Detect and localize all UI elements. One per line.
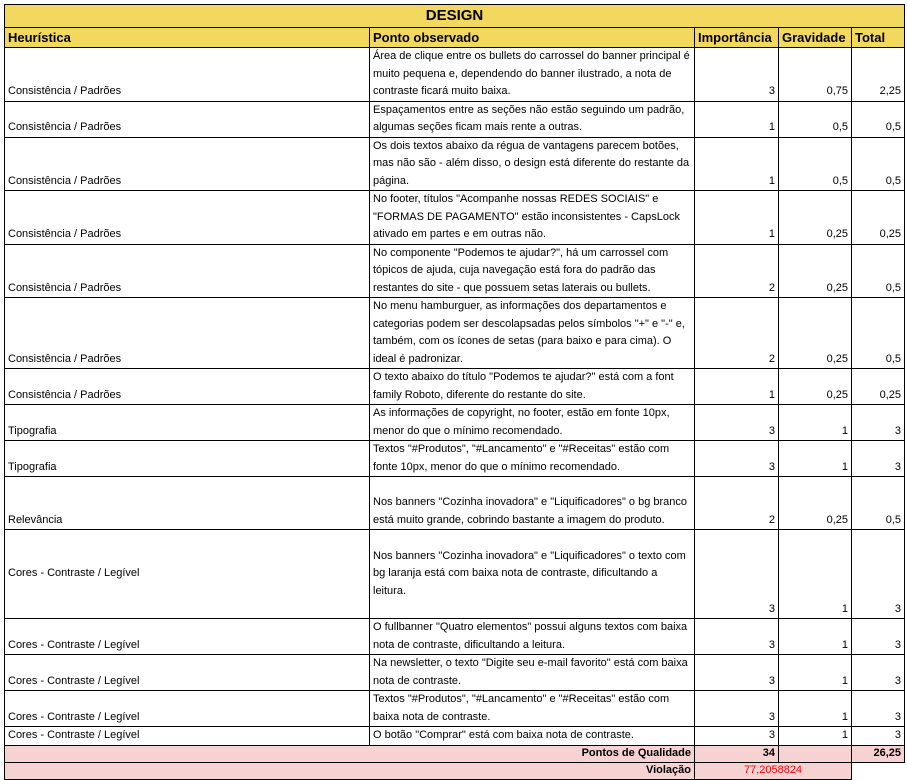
cell-gravidade[interactable]: 0,75 (779, 48, 852, 102)
header-total[interactable]: Total (852, 28, 905, 48)
title-row (5, 5, 905, 28)
cell-gravidade[interactable]: 0,25 (779, 369, 852, 405)
cell-total[interactable]: 3 (852, 530, 905, 619)
cell-total[interactable]: 3 (852, 691, 905, 727)
cell-total[interactable]: 0,25 (852, 369, 905, 405)
cell-gravidade[interactable]: 1 (779, 727, 852, 746)
cell-heuristica[interactable]: Cores - Contraste / Legível (5, 655, 370, 691)
cell-heuristica[interactable]: Cores - Contraste / Legível (5, 691, 370, 727)
cell-heuristica[interactable]: Tipografia (5, 441, 370, 477)
cell-total[interactable]: 3 (852, 441, 905, 477)
cell-ponto[interactable]: No menu hamburguer, as informações dos departamentos e categorias podem ser descolapsadas pelos símbolos "+" e "-" e, também, com os ícones de setas (para baixo e para cima). O ideal é padronizar. (370, 298, 695, 369)
cell-total[interactable]: 0,5 (852, 101, 905, 137)
header-importancia[interactable]: Importância (695, 28, 779, 48)
design-table (4, 4, 905, 780)
cell-importancia[interactable]: 1 (695, 191, 779, 245)
cell-heuristica[interactable]: Cores - Contraste / Legível (5, 727, 370, 746)
cell-heuristica[interactable]: Consistência / Padrões (5, 191, 370, 245)
header-row (5, 28, 905, 48)
header-ponto[interactable]: Ponto observado (370, 28, 695, 48)
cell-importancia[interactable]: 3 (695, 441, 779, 477)
cell-heuristica[interactable]: Consistência / Padrões (5, 298, 370, 369)
cell-gravidade[interactable]: 1 (779, 405, 852, 441)
cell-importancia[interactable]: 3 (695, 727, 779, 746)
cell-total[interactable]: 3 (852, 655, 905, 691)
cell-importancia[interactable]: 3 (695, 691, 779, 727)
cell-ponto[interactable]: O texto abaixo do título "Podemos te ajudar?" está com a font family Roboto, diferente do restante do site. (370, 369, 695, 405)
violation-row (5, 762, 905, 779)
cell-gravidade[interactable]: 1 (779, 530, 852, 619)
cell-ponto[interactable]: O fullbanner "Quatro elementos" possui alguns textos com baixa nota de contraste, dificultando a leitura. (370, 619, 695, 655)
summary-label[interactable]: Pontos de Qualidade (5, 745, 695, 762)
table-row (5, 691, 905, 727)
cell-ponto[interactable]: No footer, títulos "Acompanhe nossas REDES SOCIAIS" e "FORMAS DE PAGAMENTO" estão inconsistentes - CapsLock ativado em partes e em outras não. (370, 191, 695, 245)
cell-importancia[interactable]: 3 (695, 48, 779, 102)
cell-importancia[interactable]: 2 (695, 244, 779, 298)
cell-importancia[interactable]: 3 (695, 530, 779, 619)
table-row (5, 477, 905, 530)
cell-total[interactable]: 3 (852, 405, 905, 441)
cell-total[interactable]: 0,5 (852, 244, 905, 298)
cell-heuristica[interactable]: Consistência / Padrões (5, 48, 370, 102)
violation-label[interactable]: Violação (5, 762, 695, 779)
cell-importancia[interactable]: 3 (695, 405, 779, 441)
cell-ponto[interactable]: Os dois textos abaixo da régua de vantagens parecem botões, mas não são - além disso, o design está diferente do restante da página. (370, 137, 695, 191)
cell-total[interactable]: 0,25 (852, 191, 905, 245)
cell-heuristica[interactable]: Tipografia (5, 405, 370, 441)
table-row (5, 191, 905, 245)
table-row (5, 441, 905, 477)
cell-importancia[interactable]: 1 (695, 369, 779, 405)
cell-importancia[interactable]: 2 (695, 477, 779, 530)
cell-ponto[interactable]: Espaçamentos entre as seções não estão seguindo um padrão, algumas seções ficam mais rente a outras. (370, 101, 695, 137)
table-row (5, 101, 905, 137)
table-row (5, 619, 905, 655)
cell-total[interactable]: 0,5 (852, 477, 905, 530)
cell-importancia[interactable]: 3 (695, 619, 779, 655)
header-gravidade[interactable]: Gravidade (779, 28, 852, 48)
cell-importancia[interactable]: 2 (695, 298, 779, 369)
sheet-title[interactable]: DESIGN (5, 5, 905, 28)
cell-gravidade[interactable]: 1 (779, 655, 852, 691)
table-row (5, 405, 905, 441)
summary-gravidade[interactable] (779, 745, 852, 762)
cell-heuristica[interactable]: Relevância (5, 477, 370, 530)
cell-ponto[interactable]: Nos banners "Cozinha inovadora" e "Liquificadores" o texto com bg laranja está com baixa nota de contraste, dificultando a leitura. (370, 530, 695, 619)
cell-total[interactable]: 0,5 (852, 137, 905, 191)
cell-total[interactable]: 3 (852, 727, 905, 746)
cell-total[interactable]: 3 (852, 619, 905, 655)
cell-ponto[interactable]: Nos banners "Cozinha inovadora" e "Liquificadores" o bg branco está muito grande, cobrindo bastante a imagem do produto. (370, 477, 695, 530)
cell-gravidade[interactable]: 0,5 (779, 101, 852, 137)
cell-gravidade[interactable]: 1 (779, 619, 852, 655)
table-row (5, 655, 905, 691)
table-row (5, 137, 905, 191)
cell-heuristica[interactable]: Cores - Contraste / Legível (5, 530, 370, 619)
table-row (5, 48, 905, 102)
table-row (5, 244, 905, 298)
cell-heuristica[interactable]: Consistência / Padrões (5, 137, 370, 191)
cell-gravidade[interactable]: 0,25 (779, 298, 852, 369)
cell-ponto[interactable]: Área de clique entre os bullets do carrossel do banner principal é muito pequena e, dependendo do banner ilustrado, a nota de contraste ficará muito baixa. (370, 48, 695, 102)
cell-gravidade[interactable]: 1 (779, 691, 852, 727)
cell-ponto[interactable]: Textos "#Produtos", "#Lancamento" e "#Receitas" estão com baixa nota de contraste. (370, 691, 695, 727)
cell-gravidade[interactable]: 0,5 (779, 137, 852, 191)
cell-heuristica[interactable]: Consistência / Padrões (5, 244, 370, 298)
cell-total[interactable]: 2,25 (852, 48, 905, 102)
cell-gravidade[interactable]: 0,25 (779, 477, 852, 530)
cell-ponto[interactable]: No componente "Podemos te ajudar?", há um carrossel com tópicos de ajuda, cuja navegação está fora do padrão das restantes do site - que possuem setas laterais ou bullets. (370, 244, 695, 298)
cell-heuristica[interactable]: Consistência / Padrões (5, 369, 370, 405)
cell-ponto[interactable]: As informações de copyright, no footer, estão em fonte 10px, menor do que o mínimo recomendado. (370, 405, 695, 441)
table-row (5, 298, 905, 369)
cell-gravidade[interactable]: 0,25 (779, 244, 852, 298)
summary-total[interactable]: 26,25 (852, 745, 905, 762)
summary-importancia[interactable]: 34 (695, 745, 779, 762)
spreadsheet (4, 4, 904, 780)
table-row (5, 727, 905, 746)
cell-ponto[interactable]: O botão "Comprar" está com baixa nota de contraste. (370, 727, 695, 746)
cell-gravidade[interactable]: 0,25 (779, 191, 852, 245)
cell-total[interactable]: 0,5 (852, 298, 905, 369)
cell-gravidade[interactable]: 1 (779, 441, 852, 477)
table-row (5, 530, 905, 619)
cell-heuristica[interactable]: Consistência / Padrões (5, 101, 370, 137)
cell-importancia[interactable]: 1 (695, 101, 779, 137)
cell-heuristica[interactable]: Cores - Contraste / Legível (5, 619, 370, 655)
summary-row (5, 745, 905, 762)
table-row (5, 369, 905, 405)
cell-ponto[interactable]: Textos "#Produtos", "#Lancamento" e "#Receitas" estão com fonte 10px, menor do que o mínimo recomendado. (370, 441, 695, 477)
violation-value[interactable]: 77,2058824 (695, 762, 852, 779)
cell-importancia[interactable]: 3 (695, 655, 779, 691)
header-heuristica[interactable]: Heurística (5, 28, 370, 48)
cell-ponto[interactable]: Na newsletter, o texto "Digite seu e-mail favorito" está com baixa nota de contraste. (370, 655, 695, 691)
violation-empty-cell (852, 762, 905, 779)
cell-importancia[interactable]: 1 (695, 137, 779, 191)
